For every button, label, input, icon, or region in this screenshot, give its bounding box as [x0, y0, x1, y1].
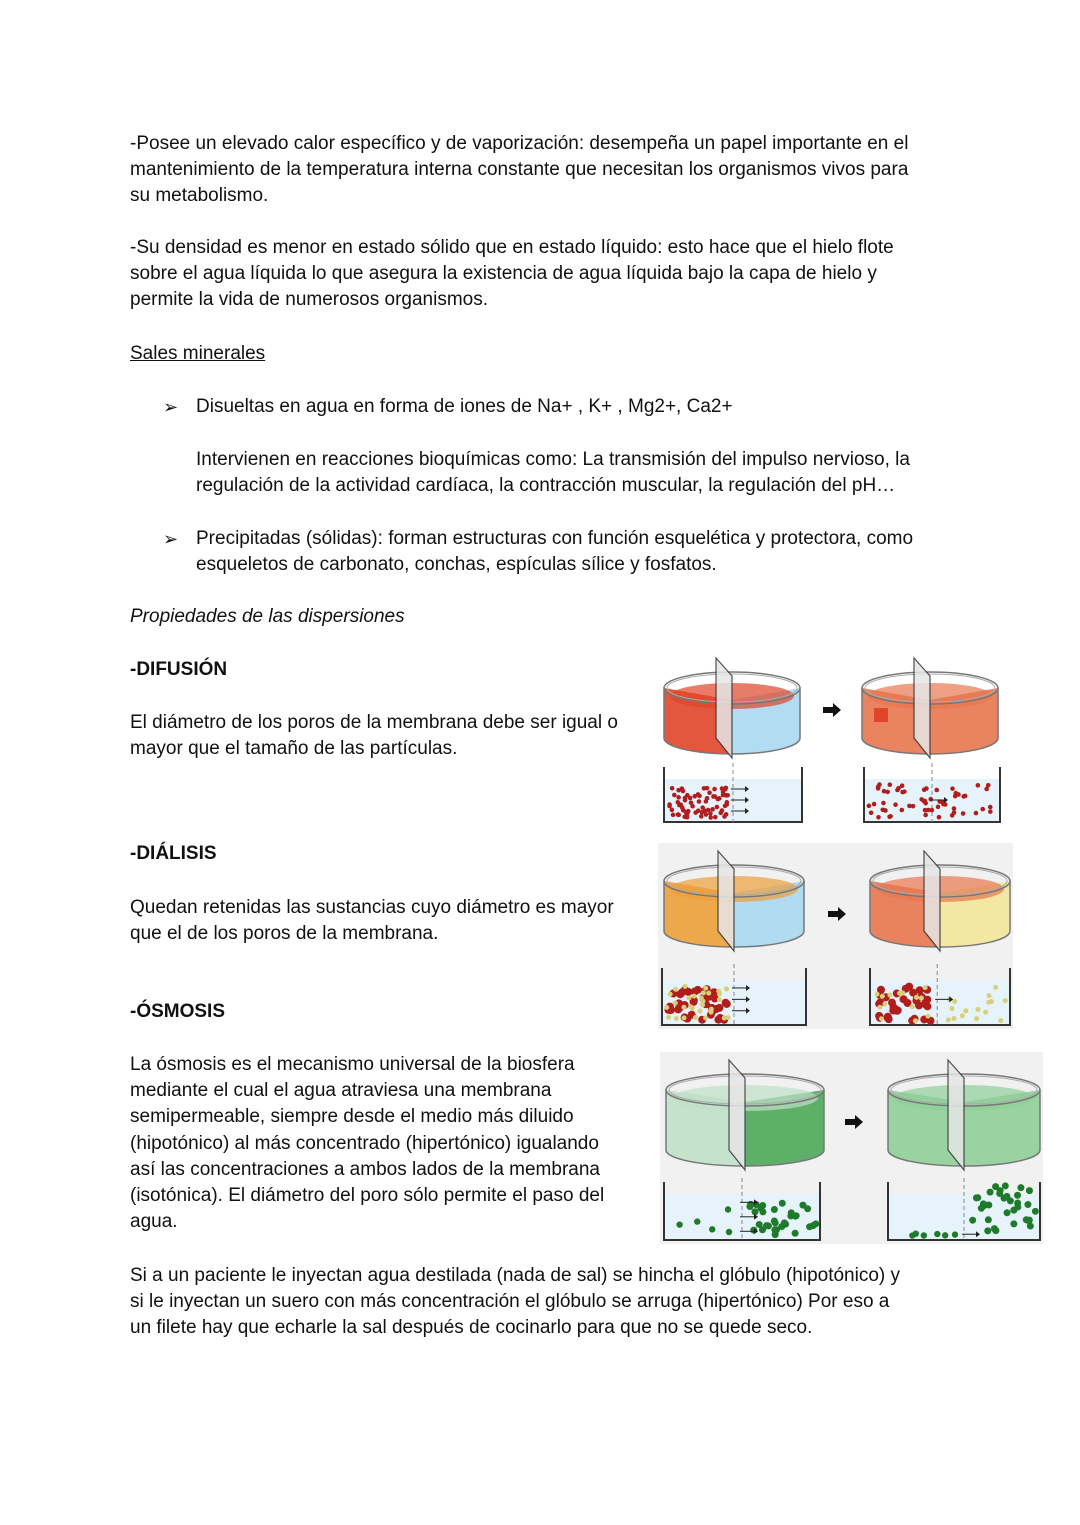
- particle: [725, 1206, 731, 1212]
- particle: [960, 1013, 965, 1018]
- particle: [946, 1018, 951, 1023]
- particle: [722, 1016, 727, 1021]
- particle: [1010, 1220, 1017, 1227]
- particle: [934, 1231, 940, 1237]
- particle: [924, 786, 929, 791]
- particle: [712, 787, 717, 792]
- particle: [688, 1004, 693, 1009]
- particle: [877, 782, 882, 787]
- particle: [910, 1004, 915, 1009]
- particle: [726, 1229, 732, 1235]
- particle: [992, 1183, 999, 1190]
- particle: [751, 1208, 758, 1215]
- text-line: un filete hay que echarle la sal después de cocinarlo para que no se quede seco.: [130, 1317, 813, 1339]
- particle: [1026, 1187, 1033, 1194]
- particle: [887, 814, 892, 819]
- particle: [708, 811, 713, 816]
- particle: [709, 1007, 714, 1012]
- particle: [956, 792, 961, 797]
- text-line: -Su densidad es menor en estado sólido que en estado líquido: esto hace que el hielo flote: [130, 237, 894, 258]
- particle: [877, 1005, 882, 1010]
- particle: [705, 786, 710, 791]
- particle: [921, 1000, 929, 1008]
- text-line: semipermeable, siempre desde el medio más diluido: [130, 1106, 574, 1128]
- particle: [875, 992, 880, 997]
- text-line: esqueletos de carbonato, conchas, espículas sílice y fosfatos.: [196, 554, 717, 576]
- particle: [1003, 998, 1008, 1003]
- particle: [952, 810, 957, 815]
- osmosis-diagram: [660, 1052, 1043, 1244]
- particle: [725, 793, 730, 798]
- text-osmosis: [130, 1052, 604, 1235]
- heading-difusion: -DIFUSIÓN: [130, 659, 228, 680]
- paragraph-density: [130, 235, 894, 314]
- text-line: La ósmosis es el mecanismo universal de la biosfera: [130, 1054, 575, 1075]
- particle: [1002, 1182, 1009, 1189]
- particle: [697, 799, 702, 804]
- text-line: que el de los poros de la membrana.: [130, 923, 439, 945]
- particle: [888, 782, 893, 787]
- particle: [981, 1201, 988, 1208]
- particle: [923, 985, 928, 990]
- particle: [668, 992, 673, 997]
- particle: [1003, 1193, 1010, 1200]
- particle: [693, 1015, 698, 1020]
- particle: [914, 995, 919, 1000]
- particle: [724, 786, 729, 791]
- particle: [690, 804, 695, 809]
- particle: [788, 1209, 795, 1216]
- particle: [667, 802, 672, 807]
- particle: [676, 795, 681, 800]
- particle: [686, 996, 691, 1001]
- particle: [989, 999, 994, 1004]
- particle: [998, 1018, 1003, 1023]
- particle: [928, 797, 933, 802]
- particle: [724, 986, 729, 991]
- dissolved-detail: [196, 447, 910, 499]
- particle: [876, 815, 881, 820]
- membrane: [948, 1060, 964, 1170]
- particle: [883, 808, 888, 813]
- particle: [963, 1008, 968, 1013]
- particle: [867, 804, 872, 809]
- text-line: regulación de la actividad cardíaca, la contracción muscular, la regulación del pH…: [196, 475, 896, 497]
- text-line: Si a un paciente le inyectan agua destilada (nada de sal) se hincha el glóbulo (hipotónico) y: [130, 1265, 901, 1286]
- particle: [725, 800, 730, 805]
- text-line: sobre el agua líquida lo que asegura la existencia de agua líquida bajo la capa de hielo y: [130, 263, 877, 285]
- particle: [700, 999, 705, 1004]
- particle: [706, 991, 711, 996]
- particle: [670, 786, 675, 791]
- text-line: permite la vida de numerosos organismos.: [130, 289, 489, 311]
- particle: [925, 1014, 930, 1019]
- text-line: mayor que el tamaño de las partículas.: [130, 738, 458, 760]
- particle: [723, 1000, 731, 1008]
- text-line: (hipotónico) al más concentrado (hipertónico) igualando: [130, 1132, 599, 1154]
- particle: [674, 1016, 679, 1021]
- particle: [710, 807, 715, 812]
- particle: [879, 1016, 884, 1021]
- particle: [779, 1200, 786, 1207]
- particle: [872, 802, 877, 807]
- particle: [703, 986, 708, 991]
- particle: [993, 985, 998, 990]
- particle: [1027, 1223, 1034, 1230]
- particle: [670, 808, 675, 813]
- text-dialisis: [130, 895, 614, 947]
- particle: [1024, 1201, 1031, 1208]
- particle: [984, 1227, 991, 1234]
- particle: [974, 811, 979, 816]
- particle: [713, 815, 718, 820]
- text-line: así las concentraciones a ambos lados de la membrana: [130, 1158, 600, 1180]
- bullet-arrow-icon: ➢: [163, 529, 179, 549]
- particle: [704, 812, 709, 817]
- particle: [666, 1015, 671, 1020]
- particle: [988, 809, 993, 814]
- particle: [961, 811, 966, 816]
- particle: [673, 1001, 678, 1006]
- particle: [961, 794, 966, 799]
- particle: [681, 1005, 686, 1010]
- particle: [696, 808, 701, 813]
- particle: [952, 806, 957, 811]
- particle: [907, 804, 912, 809]
- particle: [763, 1222, 770, 1229]
- particle: [926, 808, 931, 813]
- bullet-dissolved: Disueltas en agua en forma de iones de Na+ , K+ , Mg2+, Ca2+: [196, 396, 733, 417]
- particle: [676, 813, 681, 818]
- particle: [756, 1221, 763, 1228]
- particle: [923, 801, 928, 806]
- paragraph-heat: [130, 131, 908, 210]
- text-line: mantenimiento de la temperatura interna constante que necesitan los organismos vivos para: [130, 159, 909, 181]
- heading-dispersions: Propiedades de las dispersiones: [130, 606, 405, 627]
- particle: [987, 1189, 994, 1196]
- particle: [923, 813, 928, 818]
- particle: [1017, 1184, 1024, 1191]
- particle: [973, 1194, 980, 1201]
- particle: [969, 1217, 976, 1224]
- particle: [975, 1007, 980, 1012]
- diffusion-diagram: [660, 652, 1010, 827]
- particle: [949, 1006, 954, 1011]
- particle: [759, 1208, 766, 1215]
- particle: [1032, 1208, 1039, 1215]
- particle: [683, 984, 688, 989]
- particle: [681, 789, 686, 794]
- particle: [722, 814, 727, 819]
- particle: [987, 993, 992, 998]
- particle: [792, 1230, 799, 1237]
- particle: [672, 793, 677, 798]
- particle: [900, 783, 905, 788]
- particle: [893, 802, 898, 807]
- particle: [952, 999, 957, 1004]
- bullet-arrow-icon: ➢: [163, 397, 179, 417]
- particle: [709, 1226, 715, 1232]
- particle: [707, 790, 712, 795]
- particle: [950, 786, 955, 791]
- particle: [976, 783, 981, 788]
- particle: [694, 1218, 700, 1224]
- particle: [704, 799, 709, 804]
- text-difusion: [130, 710, 618, 762]
- particle: [678, 802, 683, 807]
- particle: [984, 787, 989, 792]
- particle: [983, 1010, 988, 1015]
- particle: [772, 1219, 779, 1226]
- particle: [1014, 1204, 1021, 1211]
- text-line: mediante el cual el agua atraviesa una membrana: [130, 1080, 552, 1102]
- text-line: El diámetro de los poros de la membrana debe ser igual o: [130, 712, 618, 733]
- particle: [681, 1015, 686, 1020]
- particle: [684, 810, 689, 815]
- particle: [771, 1206, 778, 1213]
- particle: [913, 1230, 919, 1236]
- dialysis-diagram: [658, 843, 1013, 1029]
- particle: [682, 814, 687, 819]
- particle: [701, 990, 706, 995]
- particle: [937, 815, 942, 820]
- particle: [882, 789, 887, 794]
- particle: [921, 1232, 927, 1238]
- particle: [880, 994, 885, 999]
- particle: [697, 1009, 702, 1014]
- text-conclusion: [130, 1263, 900, 1342]
- text-line: Precipitadas (sólidas): forman estructuras con función esquelética y protectora, como: [196, 528, 914, 549]
- particle: [985, 1216, 992, 1223]
- particle: [696, 792, 701, 797]
- particle: [703, 1015, 708, 1020]
- particle: [715, 1004, 723, 1012]
- text-line: (isotónica). El diámetro del poro sólo permite el paso del: [130, 1185, 605, 1207]
- particle: [804, 1205, 811, 1212]
- text-line: si le inyectan un suero con más concentración el glóbulo se arruga (hipertónico) Por eso a: [130, 1291, 890, 1313]
- particle: [913, 1018, 918, 1023]
- particle: [671, 813, 676, 818]
- heading-sales: Sales minerales: [130, 343, 266, 364]
- particle: [988, 805, 993, 810]
- particle: [919, 996, 924, 1001]
- particle: [713, 794, 718, 799]
- heading-osmosis: -ÓSMOSIS: [130, 1001, 226, 1022]
- particle: [781, 1219, 788, 1226]
- particle: [936, 805, 941, 810]
- particle: [772, 1231, 779, 1238]
- particle: [980, 807, 985, 812]
- particle: [720, 786, 725, 791]
- particle: [699, 814, 704, 819]
- particle: [1014, 1192, 1021, 1199]
- particle: [884, 1013, 892, 1021]
- particle: [952, 1231, 958, 1237]
- particle: [934, 788, 939, 793]
- particle: [887, 993, 892, 998]
- particle: [942, 1232, 948, 1238]
- particle: [664, 1005, 669, 1010]
- particle: [715, 805, 720, 810]
- text-line: agua.: [130, 1211, 178, 1233]
- text-line: Quedan retenidas las sustancias cuyo diámetro es mayor: [130, 897, 614, 918]
- text-line: -Posee un elevado calor específico y de vaporización: desempeña un papel importante en el: [130, 133, 909, 154]
- particle: [759, 1202, 766, 1209]
- particle: [951, 1016, 956, 1021]
- particle: [692, 994, 697, 999]
- particle: [1026, 1217, 1033, 1224]
- particle: [683, 796, 688, 801]
- particle: [900, 790, 905, 795]
- particle: [716, 989, 721, 994]
- particle: [974, 1016, 979, 1021]
- particle: [1004, 1209, 1011, 1216]
- particle: [899, 808, 904, 813]
- particle: [708, 815, 713, 820]
- particle: [810, 1222, 817, 1229]
- text-line: su metabolismo.: [130, 185, 269, 207]
- particle: [991, 1225, 998, 1232]
- bullet-precipitated: [196, 526, 913, 578]
- membrane: [729, 1060, 745, 1170]
- arrow-icon: [823, 703, 841, 717]
- particle: [717, 997, 722, 1002]
- particle: [673, 987, 678, 992]
- particle: [720, 808, 725, 813]
- heading-dialisis: -DIÁLISIS: [130, 843, 217, 864]
- particle: [676, 1221, 682, 1227]
- particle: [869, 810, 874, 815]
- particle: [895, 788, 900, 793]
- particle: [881, 801, 886, 806]
- dye-square: [874, 708, 888, 722]
- particle: [897, 991, 902, 996]
- particle: [882, 1002, 887, 1007]
- particle: [888, 999, 896, 1007]
- text-line: Intervienen en reacciones bioquímicas como: La transmisión del impulso nervioso, la: [196, 449, 910, 470]
